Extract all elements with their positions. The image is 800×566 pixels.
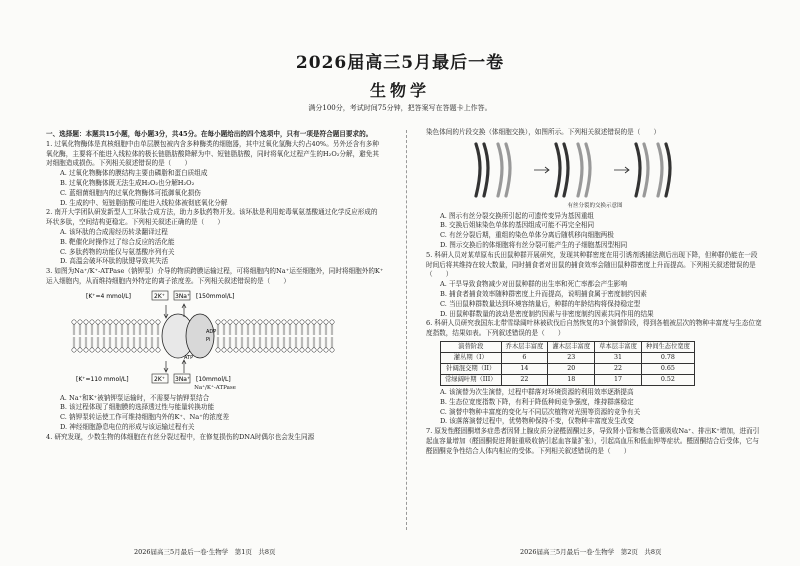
question-4-continued: 染色体间的片段交换（体细胞交换），如图所示。下列相关叙述错误的是（ ） — [426, 128, 661, 136]
question-5-option-c: C. 当田鼠种群数量达到环境容纳量后，种群的年龄结构将保持稳定型 — [440, 299, 641, 308]
question-2-option-d: D. 高温会破坏环肽的肽键导致其失活 — [60, 257, 169, 266]
pump-caption: Na⁺/K⁺-ATPase — [194, 384, 236, 391]
table-cell: 14 — [501, 363, 548, 374]
question-1-option-b: B. 过氧化物酶体既无法生成H₂O₂也分解H₂O₂ — [60, 178, 195, 187]
question-4-option-d: D. 图示交换后的体细胞将有丝分裂可能产生的子细胞基因型相同 — [440, 240, 628, 249]
question-7-stem: 7. 原发性醛固酮增多症患者因肾上腺皮质分泌醛固酮过多，导致肾小管和集合管重吸收Na⁺、排出K⁺增加，进而引起血容量增加（醛固酮促进肾脏重吸收钠引起血容量扩张），引起高血压和低血钾等症状。醛固酮结合后受体，它与醛固酮竞争性结合人体内相应的受体。下列相关叙述错误的是（ ） — [426, 427, 760, 455]
question-6-option-a: A. 该演替为次生演替，过程中群落对环境资源的利用效率逐渐提高 — [440, 387, 634, 396]
outside-k-label: 2K⁺ — [154, 292, 165, 300]
inside-k-concentration: [K⁺=110 mmol/L] — [76, 375, 129, 383]
table-cell: 31 — [595, 352, 642, 363]
table-cell: 22 — [595, 363, 642, 374]
question-3-stem: 3. 如图为Na⁺/K⁺-ATPase（钠钾泵）介导的物质跨膜运输过程，可将细胞内的Na⁺运至细胞外，同时将细胞外的K⁺运入细胞内，从而维持细胞内外特定的离子浓度差。下列相关叙述错误的是（ ） — [46, 267, 384, 285]
outside-na-concentration: [150mmol/L] — [196, 292, 235, 300]
table-cell: 17 — [595, 374, 642, 385]
question-3-option-d: D. 神经细胞静息电位的形成与该运输过程有关 — [60, 422, 195, 431]
question-3-option-a: A. Na⁺和K⁺被钠钾泵运输时，不需要与钠钾泵结合 — [60, 393, 210, 402]
table-header-cell: 草本层丰富度 — [595, 341, 642, 352]
succession-table — [440, 341, 695, 386]
table-cell: 18 — [548, 374, 595, 385]
question-1-option-c: C. 蓝细菌细胞内的过氧化物酶体可抵御氧化损伤 — [60, 188, 201, 197]
table-header-cell: 演替阶段 — [441, 341, 502, 352]
atp-label: ATP — [184, 354, 194, 361]
table-row — [441, 363, 695, 374]
chromosome-figure — [466, 140, 716, 200]
pump-figure — [66, 289, 366, 385]
exam-subject: 生物学 — [369, 81, 430, 100]
question-4-option-c: C. 有丝分裂后期，重组的染色单体分离后随机移向细胞两极 — [440, 231, 614, 240]
table-cell: 0.78 — [641, 352, 694, 363]
table-header-cell: 种间生态位宽度 — [641, 341, 694, 352]
table-cell: 6 — [501, 352, 548, 363]
question-5-option-a: A. 干旱导致食物减少对田鼠种群的出生率和死亡率都会产生影响 — [440, 280, 627, 289]
table-cell: 0.52 — [641, 374, 694, 385]
question-3-option-c: C. 钠钾泵转运使工作可维持细胞内外的K⁺、Na⁺的浓度差 — [60, 413, 230, 422]
inside-na-concentration: [10mmol/L] — [196, 375, 231, 383]
inside-na-label: 3Na⁺ — [175, 375, 191, 383]
question-2-stem: 2. 南开大学团队研发新型人工环肽合成方法，助力多肽药物开发。该环肽是利用蛇毒氧氨基酸通过化学反应形成的环状多肽，空间结构更稳定。下列相关叙述正确的是（ ） — [46, 208, 378, 227]
table-cell: 灌丛期（I） — [441, 352, 502, 363]
table-header-row — [441, 341, 695, 352]
table-cell: 0.65 — [641, 363, 694, 374]
question-1-option-d: D. 生成的中、短链脂肪酸可能进入线粒体被彻底氧化分解 — [60, 198, 228, 207]
inside-k-label: 2K⁺ — [154, 375, 165, 383]
table-cell: 20 — [548, 363, 595, 374]
arrow-icon — [534, 167, 549, 173]
table-cell: 针阔混交期（II） — [441, 363, 502, 374]
column-divider — [406, 130, 407, 530]
question-2-option-b: B. 靶催化时操作过了综合反应的活化能 — [60, 237, 175, 246]
exam-note: 满分100分，考试时间75分钟，把答案写在答题卡上作答。 — [308, 104, 492, 112]
outside-na-label: 3Na⁺ — [175, 292, 191, 300]
right-column — [426, 128, 764, 457]
question-2-option-a: A. 该环肽的合成需经历转录翻译过程 — [60, 227, 168, 236]
question-1-option-a: A. 过氧化物酶体的膜结构主要由磷脂和蛋白质组成 — [60, 169, 208, 178]
question-1-stem: 1. 过氧化物酶体是真核细胞中由单层膜包被内含多种酶类的细胞器，其中过氧化氢酶大约占40%。另外还含有多种氧化酶，主要将不能进入线粒体的极长链脂肪酸降解为中、短链脂肪酸，同时将氧化过程产生的H₂O₂分解，避免其对细胞造成损伤。下列相关叙述错误的是（ ） — [46, 139, 379, 168]
footer-page-1: 2026届高三5月最后一卷·生物学 第1页 共8页 — [134, 548, 276, 556]
question-6-stem: 6. 科研人员研究我国东北带雪绿阔叶林被砍伐后自然恢复的3个演替阶段，得到各植被层次的物种丰富度与生态位宽度指数，结果如表。下列叙述错误的是（ ） — [426, 319, 762, 338]
arrow-icon — [614, 167, 629, 173]
question-5-stem: 5. 科研人员对某草原布氏田鼠种群开展研究，发现其种群密度在用引诱剂诱捕法测后出现下降，但种群仍能在一段时间后将其维持在较大数量，同时捕食者对田鼠的捕食效率会随田鼠种群密度上升而提高。下列相关叙述错误的是（ ） — [426, 250, 758, 279]
question-5-option-d: D. 田鼠种群数量的波动是密度制约因素与非密度制约因素共同作用的结果 — [440, 309, 654, 318]
chromosome-exchange-diagram — [466, 140, 716, 200]
section-heading: 一、选择题：本题共15小题，每小题3分，共45分。在每小题给出的四个选项中，只有一项是符合题目要求的。 — [46, 130, 373, 138]
question-3-option-b: B. 该过程体现了细胞膜的选择透过性与能量转换功能 — [60, 403, 215, 412]
outside-k-concentration: [K⁺=4 mmol/L] — [86, 292, 131, 300]
table-cell: 22 — [501, 374, 548, 385]
table-cell: 常绿阔叶期（III） — [441, 374, 502, 385]
pump-protein-right — [186, 314, 217, 358]
chromosome-caption: 有丝分裂的交换示意图 — [567, 202, 623, 209]
footer-page-2: 2026届高三5月最后一卷·生物学 第2页 共8页 — [520, 548, 662, 556]
question-4-option-b: B. 交换后姐妹染色单体的基因组成可能不再完全相同 — [440, 221, 595, 230]
pump-diagram — [66, 289, 366, 385]
pi-label: Pi — [206, 336, 211, 343]
question-2-option-c: C. 多肽药物的功能仅与氨基酸序列有关 — [60, 247, 175, 256]
question-6-option-b: B. 生态位宽度指数下降，有利于降低种间竞争强度，维持群落稳定 — [440, 397, 634, 406]
question-4-option-a: A. 图示有丝分裂交换所引起的可遗传变异为基因重组 — [440, 211, 595, 220]
question-5-option-b: B. 捕食者捕食效率随种群密度上升而提高，说明捕食属于密度制约因素 — [440, 289, 647, 298]
table-row — [441, 374, 695, 385]
chromosome-group — [476, 144, 670, 196]
question-6-option-d: D. 该落落演替过程中，优势物种保持不变，仅物种丰富度发生改变 — [440, 417, 634, 426]
exam-title: 2026届高三5月最后一卷 — [295, 53, 505, 73]
table-header-cell: 乔木层丰富度 — [501, 341, 548, 352]
question-4-stem: 4. 研究发现，少数生物的体细胞在有丝分裂过程中，在修复损伤的DNA时偶尔也会发生同源 — [46, 432, 315, 441]
question-6-option-c: C. 演替中物种丰富度的变化与不同层次植物对光照等资源的竞争有关 — [440, 407, 641, 416]
left-column — [46, 130, 384, 443]
adp-label: ADP — [206, 328, 217, 335]
table-row — [441, 352, 695, 363]
table-header-cell: 灌木层丰富度 — [548, 341, 595, 352]
table-cell: 23 — [548, 352, 595, 363]
